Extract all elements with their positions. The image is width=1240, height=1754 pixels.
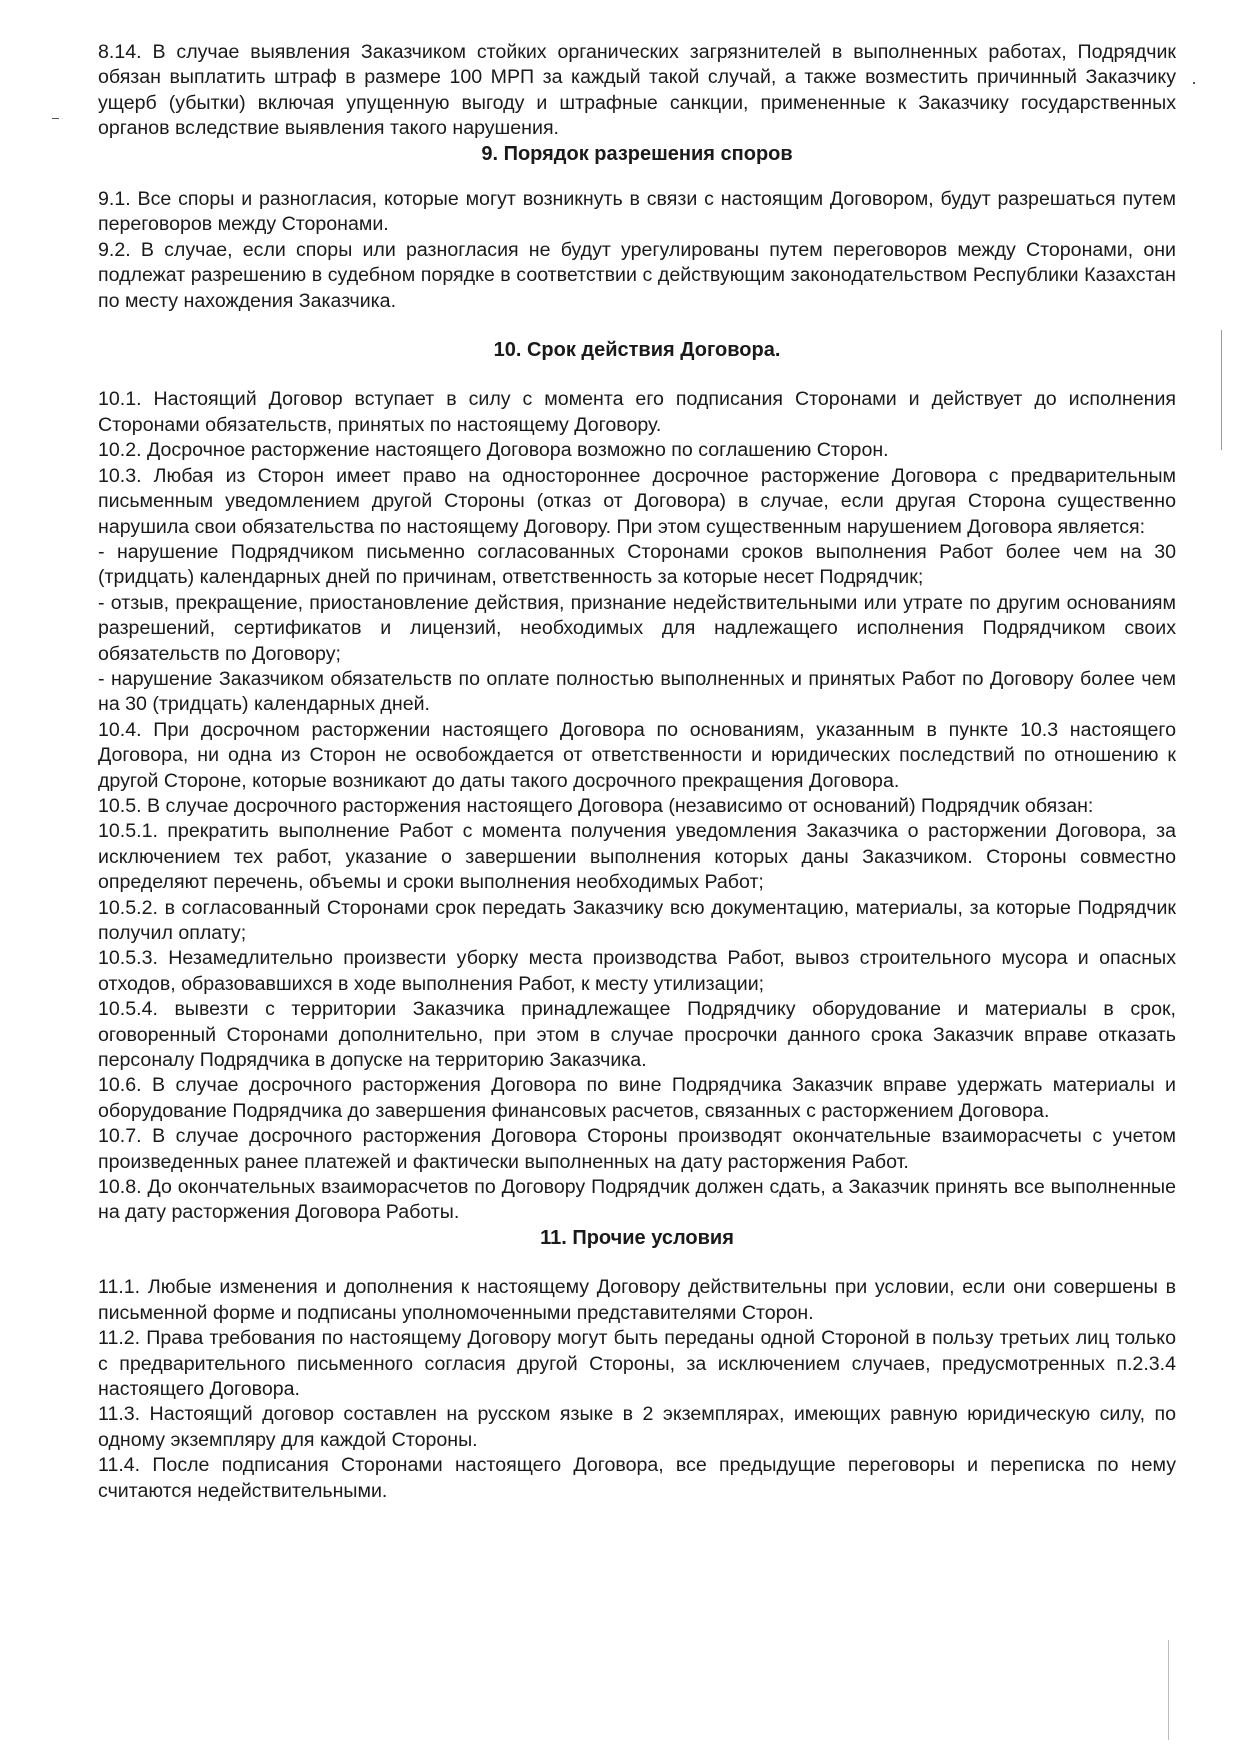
section-9-heading: 9. Порядок разрешения споров <box>481 142 793 165</box>
scan-dot-right <box>1193 82 1195 84</box>
scan-dash-left <box>52 118 59 119</box>
paragraph-10-3: 10.3. Любая из Сторон имеет право на одностороннее досрочное расторжение Договора с предварительным письменным уведомлением другой Стороны (отказ от Договора) в случае, если другая Сторона существенно нарушила свои обязательства по настоящему Договору. При этом существенным нарушением Договора является: <box>98 464 1176 538</box>
list-item-breach-licenses: - отзыв, прекращение, приостановление действия, признание недействительными или утрате по другим основаниям разрешений, сертификатов и лицензий, необходимых для надлежащего исполнения Подрядчиком своих обязательств по Договору; <box>98 591 1176 665</box>
paragraph-10-6: 10.6. В случае досрочного расторжения Договора по вине Подрядчика Заказчик вправе удержать материалы и оборудование Подрядчика до завершения финансовых расчетов, связанных с расторжением Договора. <box>98 1074 1176 1122</box>
paragraph-10-5: 10.5. В случае досрочного расторжения настоящего Договора (независимо от оснований) Подрядчик обязан: <box>98 794 1094 817</box>
paragraph-11-2: 11.2. Права требования по настоящему Договору могут быть переданы одной Стороной в пользу третьих лиц только с предварительного письменного согласия другой Стороны, за исключением случаев, предусмотренных п.2.3.4 настоящего Договора. <box>98 1327 1176 1400</box>
paragraph-9-1: 9.1. Все споры и разногласия, которые могут возникнуть в связи с настоящим Договором, будут разрешаться путем переговоров между Сторонами. <box>98 188 1176 236</box>
paragraph-11-3: 11.3. Настоящий договор составлен на русском языке в 2 экземплярах, имеющих равную юридическую силу, по одному экземпляру для каждой Стороны. <box>98 1403 1176 1451</box>
document-page <box>98 40 1176 1504</box>
scan-line-right-lower <box>1168 1640 1169 1740</box>
paragraph-10-2: 10.2. Досрочное расторжение настоящего Договора возможно по соглашению Сторон. <box>98 439 889 462</box>
list-item-breach-payment: - нарушение Заказчиком обязательств по оплате полностью выполненных и принятых Работ по Договору более чем на 30 (тридцать) календарных дней. <box>98 667 1176 716</box>
paragraph-10-5-4: 10.5.4. вывезти с территории Заказчика принадлежащее Подрядчику оборудование и материалы в срок, оговоренный Сторонами дополнительно, при этом в случае просрочки данного срока Заказчик вправе отказать персоналу Подрядчика в допуске на территорию Заказчика. <box>98 998 1176 1072</box>
paragraph-9-2: 9.2. В случае, если споры или разногласия не будут урегулированы путем переговоров между Сторонами, они подлежат разрешению в судебном порядке в соответствии с действующим законодательством Республики Казахстан по месту нахождения Заказчика. <box>98 238 1176 312</box>
paragraph-10-4: 10.4. При досрочном расторжении настоящего Договора по основаниям, указанным в пункте 10.3 настоящего Договора, ни одна из Сторон не освобождается от ответственности и юридических последствий по отношению к другой Стороне, которые возникают до даты такого досрочного прекращения Договора. <box>98 718 1176 792</box>
paragraph-11-1: 11.1. Любые изменения и дополнения к настоящему Договору действительны при условии, если они совершены в письменной форме и подписаны уполномоченными представителями Сторон. <box>98 1276 1176 1324</box>
paragraph-10-5-1: 10.5.1. прекратить выполнение Работ с момента получения уведомления Заказчика о расторжении Договора, за исключением тех работ, указание о завершении выполнения которых даны Заказчиком. Стороны совместно определяют перечень, объемы и сроки выполнения необходимых Работ; <box>98 820 1176 894</box>
scan-line-right <box>1221 330 1222 450</box>
paragraph-10-8: 10.8. До окончательных взаиморасчетов по Договору Подрядчик должен сдать, а Заказчик принять все выполненные на дату расторжения Договора Работы. <box>98 1176 1176 1224</box>
paragraph-10-1: 10.1. Настоящий Договор вступает в силу с момента его подписания Сторонами и действует до исполнения Сторонами обязательств, принятых по настоящему Договору. <box>98 388 1176 436</box>
paragraph-10-5-3: 10.5.3. Незамедлительно произвести уборку места производства Работ, вывоз строительного мусора и опасных отходов, образовавшихся в ходе выполнения Работ, к месту утилизации; <box>98 947 1176 995</box>
list-item-breach-deadlines: - нарушение Подрядчиком письменно согласованных Сторонами сроков выполнения Работ более чем на 30 (тридцать) календарных дней по причинам, ответственность за которые несет Подрядчик; <box>98 540 1176 589</box>
paragraph-10-5-2: 10.5.2. в согласованный Сторонами срок передать Заказчику всю документацию, материалы, за которые Подрядчик получил оплату; <box>98 896 1176 944</box>
section-11-heading: 11. Прочие условия <box>540 1226 734 1249</box>
paragraph-10-7: 10.7. В случае досрочного расторжения Договора Стороны производят окончательные взаиморасчеты с учетом произведенных ранее платежей и фактически выполненных на дату расторжения Работ. <box>98 1125 1176 1173</box>
paragraph-11-4: 11.4. После подписания Сторонами настоящего Договора, все предыдущие переговоры и переписка по нему считаются недействительными. <box>98 1454 1176 1502</box>
paragraph-8-14: 8.14. В случае выявления Заказчиком стойких органических загрязнителей в выполненных работах, Подрядчик обязан выплатить штраф в размере 100 МРП за каждый такой случай, а также возместить причинный Заказчику ущерб (убытки) включая упущенную выгоду и штрафные санкции, примененные к Заказчику государственных органов вследствие выявления такого нарушения. <box>98 41 1176 140</box>
section-10-heading: 10. Срок действия Договора. <box>493 339 781 362</box>
